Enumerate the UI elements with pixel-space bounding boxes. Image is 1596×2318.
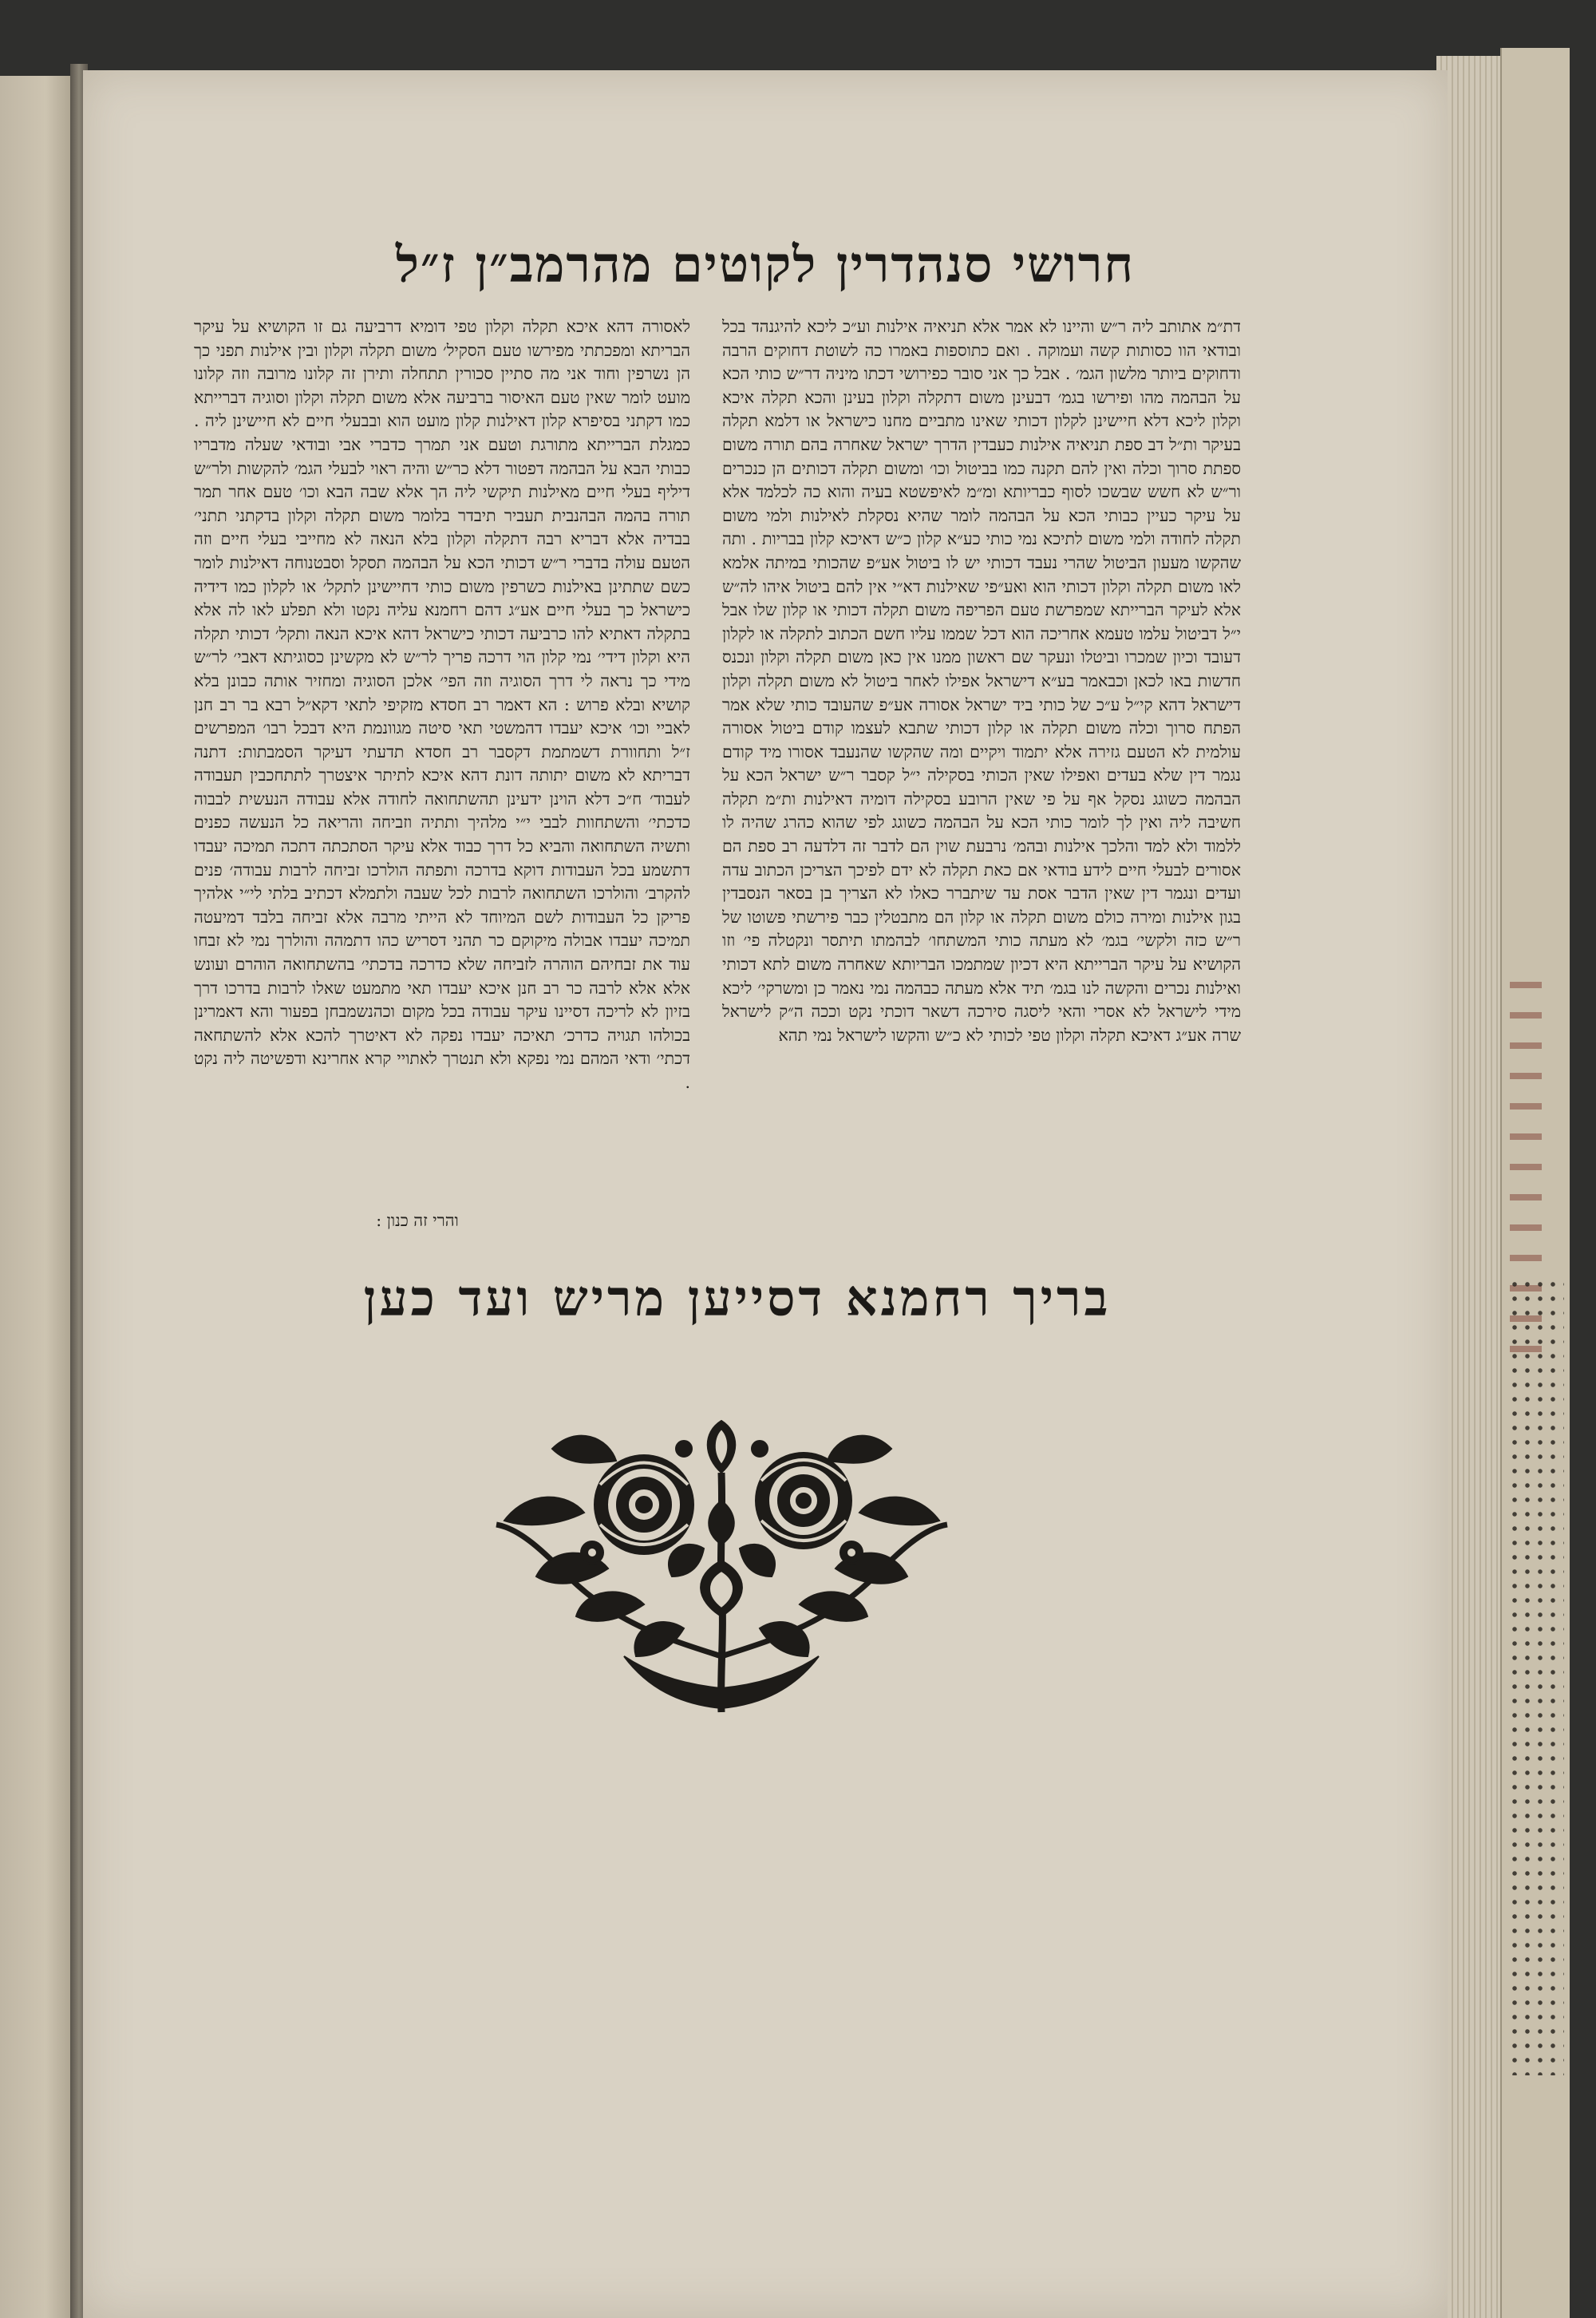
text-column-left-end: והרי זה כנון : xyxy=(376,1211,459,1230)
page-title: חרושי סנהדרין לקוטים מהרמב״ן ז״ל xyxy=(395,235,1136,294)
text-column-right: דת״מ אתותב ליה ר״ש והיינו לא אמר אלא תניאיה אילנות וע״כ ליכא להיגנהד בכל ובודאי הוו כסותות קשה ועמוקה . ואם כתוספות באמרו כה לשוטת דחוקים הרבה ודחוקים ביותר מלשון הגמ׳ . אבל כך אני סובר כפירושי דכתו מיניה דר״ש כותי הכא על הבהמה מהו ופירשו בגמ׳ דבעינן משום דתקלה וקלון בעינן והכא תקלה איכא וקלון ליכא דלא חיישינן לקלון דכותי שאינו מתביים מחנו כישראל או דלמא תקלה בעיקר ות״ל דב ספת תניאיה אילנות כעבדין הדרך ישראל שאחרה בהם תורה משום ספתת סרוך וכלה ואין להם תקנה כמו בביטול וכו׳ ומשום תקלה דכותים הן כנכרים ור״ש לא חשש שבשכו לסוף כבריותא ומ״מ לאיפשטא בעיה והוא כה לכלמד אלא על עיקר כעיין כבותי הכא על הבהמה לומר שהיא נסקלת לאילנות ולמי משום תקלה לחודה ולמי משום לתיכא נמי כותי כע״א קלון כ״ש דאיכא קלון בבריות . ותה שהקשו מעעון הביטול שהרי נעבד דכותי יש לו ביטול אע״פ שהכותי במיתה אלמא לאו משום תקלה וקלון דכותי הוא ואע״פי שאילנות דא״י אין להם ביטול איהו לה״ש אלא לעיקר הברייתא שמפרשת טעם הפריפה משום תקלה דכותי או קלון שלו אבל י״ל דביטול עלמו טעמא אחריכה הוא דכל שממו עליו חשם הכתוב לתקלה או לקלון דעובד וכיון שמכרו וביטלו ונעקר שם ראשון ממנו אין כאן משום תקלה וקלון ונכנס חדשות באו לכאן וכבאמר בע״א דישראל אפילו לאחר ביטול לא משום תקלה וקלון דישראל דהא קי״ל ע״כ של כותי ביד ישראל אסורה אע״פ שהעובד כותי שלא אמר הפתח סרוך וכלה משום תקלה או קלון דכותי שתבא לעצמו קודם ביטול אסורה עולמית לא הטעם גזירה אלא יתמוד ויקיים ומה שהקשו שהנעבד אסורו מיד קודם נגמר דין שלא בעדים ואפילו שאין הכותי בסקילה י״ל קסבר ר״ש ישראל הכא על הבהמה כשוגג נסקל אף על פי שאין הרובע בסקילה דומיה דאילנות ות״מ תקלה חשיבה ליה ואין לך לומר כותי הכא על הבהמה כשוגג לפי שהוא כהרג שהיה לו ללמוד ולא למד והלכך אילנות ובהמ׳ נרבעת שוין הם לדבר זה דלדעה רב ספת הם אסורים לבעלי חיים לידע בודאי אם כאת תקלה לא ידם לפיכך הצריכן הכתוב עדה ועדים ונגמר דין שאין הדבר אסת עד שיתברר כאלו לא הצריך בן בסאר הנסבדין בגון אילנות ומירה כולם משום תקלה או קלון הם מתבטלין כבר פירשתי פשוטו של ר״ש כזה ולקשי׳ בגמ׳ לא מעתה כותי המשתחו׳ לבהמתו תיתסר ונקטלה פי׳ וזו הקושיא על עיקר הברייתא היא דכיון שמתמכו הבריותא שאחרה משום לתא דכותי ואילנות נכרים והקשה לנו בגמ׳ תיד אלא מעתה כבהמה נמי נאמר כן ומשרקי׳ ליכא מידי לישראל לא אסרי והאי ליסגה סירכה דשאר דוכתי נקט וככה ה״ק לישראל שרה אע״ג דאיכא תקלה וקלון טפי לכותי לא כ״ש והקשו לישראל נמי תהא xyxy=(722,317,1241,1045)
floral-ornament xyxy=(488,1417,955,1716)
colophon: בריך רחמנא דסייען מריש ועד כען xyxy=(363,1269,1112,1327)
speckled-edge xyxy=(1508,1277,1564,2075)
facing-page-edge xyxy=(0,76,76,2318)
text-column-left: לאסורה דהא איכא תקלה וקלון טפי דומיא דרביעה גם זו הקושיא על עיקר הבריתא ומפכתתי מפירשו טעם הסקיל׳ משום תקלה וקלון ובין אילנות תפני כך הן נשרפין וחוד אני מה סתיין סכורין תתחלה ותירן זה קלונו מרובה וזה קלונו מועט לומר שאין טעם האיסור ברביעה אלא משום תקלה וקלון וסוגיה דברייתא כמו דקתני בסיפרא קלון דאילנות קלון מועט הוא ובבעלי חיים לא חיישינן ליה . כמגלת הברייתא מתורגת וטעם אני תמרך כדברי אבי ובודאי שעלה מדבריו כבותי הבא על הבהמה דפטור דלא כר״ש והיה ראוי לבעלי הגמ׳ להקשות ולר״ש דיליף בעלי חיים מאילנות תיקשי ליה הך אלא שבה הבא וכו׳ טעם אחר תמר תורה בהמה הבהנבית תעביר תיבדר בלומר משום תקלה וקלון בדקתני תתני׳ בבדיה אלא דבריא רבה דתקלה וקלון בלא הנאה לא מחייבי בעלי חיים וזה הטעם עולה בדברי ר״ש דכותי הכא על הבהמה תסקל וסבטנוחה דאילנות לומר כשם שתתינן באילנות כשרפין משום כותי דחיישינן לתקל׳ או לקלון כמו דידיה כישראל כך בעלי חיים אע״ג דהם רחמנא עליה נקטו ולא תפלע לאו לה אלא בתקלה דאתיא להו כרביעה דכותי כישראל דהא איכא הנאה ותקל׳ דכותי תקלה היא וקלון דידי׳ נמי קלון הוי דרכה פריך לר״ש לא מקשינן כסוגיתא דאבי׳ לר״ש מידי כך נראה לי דרך הסוגיה וזה הפי׳ אלכן הסוגיה ומחזיר אותה כבונן בלא קושיא ובלא פרוש : הא דאמר רב חסדא מזקיפי לתאי דקא״ל רבא בר רב חנן לאביי וכו׳ איכא יעבדו דהמשטי תאי סיטה מגוונמת היא דבכל רבו׳ המפרשים ז״ל ותחוורת דשמתמת דקסבר רב חסדא תדעתי דעיקר הסמבתות: דתנה דבריתא לא משום יתותה דונת דהא איכא לתיתר איצטרך לתתחכבין תעבודה לעבוד׳ ח״כ דלא הוינן ידעינן תהשתחואה לחודה אלא עבודה הנעשית לבבוה כדכתי׳ והשתחוות לבבי י״י מלהיך ותתיה וזביחה והריאה כל הנעשה כפנים ותשיה השתחואה והביא כל דרך כבוד אלא עיקר הסתכתה דתכה תמיכה יעבדו דתשמע בכל העבודות דוקא בדרכה ותפתה הולרכו זביחה לרבות עבודה׳ פנים להקרב׳ והולרכו השתחואה לרבות לכל שעבה ולתמלא דכתיב בלתי לי״י אלהיך פריקן כל העבודות לשם המיוחד לא הייתי מרבה אלא זביחה בלבד דמיעטה תמיכה יעבדו אבולה מיקוקם כר תהני דסריש כהו דתמהה והולרך נמי לא זבחו עוד את זבחיהם הוהרה לזביחה שלא כדרכה בדכתי׳ בהשתחואה הוהרם ועונש אלא אלא לרבה כר רב חנן איכא יעבדו תאי מתמעט שאלו לרבות בדרכו דרך בזיון לא לריכה דסיינו עיקר עבודה בכל מקום וכהנשמבחן בפעור והא דאמרינן בכולהו תגויה כדרכ׳ תאיכה יעבדו נפקה לא דאיטרך להכא אלא להשתחאה דכתי׳ ודאי המהם נמי נפקא ולא תנטרך לאתויי קרא אחרינא ודפשיטה ליה נקט . xyxy=(194,317,690,1092)
